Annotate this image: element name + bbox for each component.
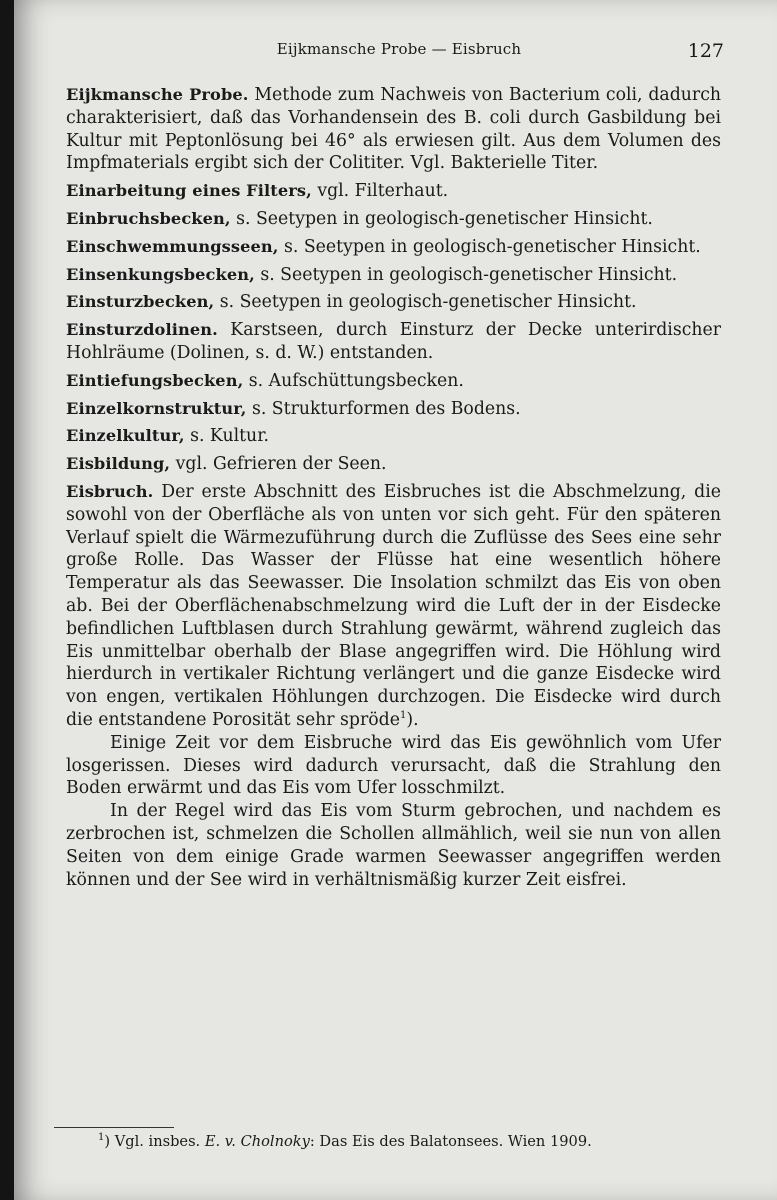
eisbruch-paragraph-2: Einige Zeit vor dem Eisbruche wird das Eis gewöhnlich vom Ufer losgerissen. Dieses wird dadurch verursacht, daß die Strahlung den Boden erwärmt und das Eis vom Ufer losschmilzt. — [66, 732, 721, 799]
entry-text: s. Seetypen in geologisch-genetischer Hinsicht. — [230, 208, 653, 229]
entry-text-end: ). — [406, 709, 419, 730]
footnote-prefix: ) Vgl. insbes. — [104, 1133, 205, 1150]
footnote-rest: : Das Eis des Balatonsees. Wien 1909. — [309, 1133, 592, 1150]
entry-text: vgl. Filterhaut. — [311, 181, 449, 202]
entry-head: Einsturzdolinen. — [66, 320, 218, 340]
eisbruch-paragraph-3: In der Regel wird das Eis vom Sturm gebrochen, und nachdem es zerbrochen ist, schmelzen die Schollen allmählich, weil sie nun von allen Seiten von dem einige Grade warmen Seewasser angegriffen werden können und der See wird in verhältnismäßig kurzer Zeit eisfrei. — [66, 801, 721, 890]
entry-head: Eisbruch. — [66, 481, 154, 501]
entry-head: Eintiefungsbecken, — [66, 370, 244, 390]
entry-text: s. Seetypen in geologisch-genetischer Hinsicht. — [214, 292, 637, 313]
footnote-marker: 1 — [399, 710, 407, 722]
entry-text: s. Seetypen in geologisch-genetischer Hinsicht. — [254, 264, 678, 285]
entry-head: Einschwemmungsseen, — [66, 236, 279, 256]
page-number: 127 — [687, 40, 724, 62]
footnote — [98, 1133, 718, 1151]
entry-text: s. Aufschüttungsbecken. — [243, 370, 464, 391]
entry-einsenkungsbecken — [66, 264, 721, 287]
entry-einsturzdolinen — [66, 319, 721, 365]
entry-einsturzbecken — [66, 291, 721, 314]
entry-text: s. Kultur. — [184, 426, 270, 447]
running-head-title: Eijkmansche Probe — Eisbruch — [276, 40, 522, 58]
entry-text: Karstseen, durch Einsturz der Decke unterirdischer Hohlräume (Dolinen, s. d. W.) entstanden. — [66, 320, 721, 363]
entry-head: Einsturzbecken, — [66, 292, 215, 312]
entry-head: Einzelkultur, — [66, 426, 185, 446]
running-head — [74, 40, 724, 68]
entry-eijkmansche-probe — [66, 84, 721, 175]
entry-head: Einbruchsbecken, — [66, 208, 231, 228]
footnote-mark: 1 — [98, 1132, 105, 1144]
entry-eisbildung — [66, 453, 721, 476]
entry-einarbeitung — [66, 180, 721, 203]
entry-head: Eijkmansche Probe. — [66, 85, 249, 104]
page-body — [66, 84, 721, 891]
entry-head: Einarbeitung eines Filters, — [66, 181, 312, 201]
entry-head: Einzelkornstruktur, — [66, 398, 247, 418]
entry-eisbruch — [66, 481, 721, 732]
entry-text: Der erste Abschnitt des Eisbruches ist die Abschmelzung, die sowohl von der Oberfläche als von unten vor sich geht. Für den späteren Verlauf spielt die Wärmezuführung durch die Zuflüsse des Sees eine sehr große Rolle. Das Wasser der Flüsse hat eine wesentlich höhere Temperatur als das Seewasser. Die Insolation schmilzt das Eis von oben ab. Bei der Oberflächenabschmelzung wird die Luft der in der Eisdecke befindlichen Luftblasen durch Strahlung gewärmt, während zugleich das Eis unmittelbar oberhalb der Blase angegriffen wird. Die Höhlung wird hierdurch in vertikaler Richtung verlängert und die ganze Eisdecke wird von engen, vertikalen Höhlungen durchzogen. Die Eisdecke wird durch die entstandene Porosität sehr spröde — [66, 481, 721, 730]
entry-text: vgl. Gefrieren der Seen. — [170, 454, 387, 475]
entry-eintiefungsbecken — [66, 370, 721, 393]
entry-text: s. Strukturformen des Bodens. — [246, 398, 521, 419]
book-page — [14, 0, 777, 1200]
entry-head: Einsenkungsbecken, — [66, 264, 255, 284]
entry-text: s. Seetypen in geologisch-genetischer Hinsicht. — [278, 236, 701, 257]
footnote-rule — [54, 1127, 174, 1128]
entry-einschwemmungsseen — [66, 236, 721, 259]
entry-head: Eisbildung, — [66, 454, 171, 474]
entry-einzelkultur — [66, 425, 721, 448]
footnote-author: E. v. Cholnoky — [204, 1133, 310, 1150]
entry-einbruchsbecken — [66, 208, 721, 231]
entry-einzelkornstruktur — [66, 398, 721, 421]
entry-text: Methode zum Nachweis von Bacterium coli, dadurch charakterisiert, daß das Vorhandensein des B. coli durch Gasbildung bei Kultur mit Peptonlösung bei 46° als erwiesen gilt. Aus dem Volumen des Impfmaterials ergibt sich der Colititer. Vgl. Bakterielle Titer. — [66, 85, 722, 174]
